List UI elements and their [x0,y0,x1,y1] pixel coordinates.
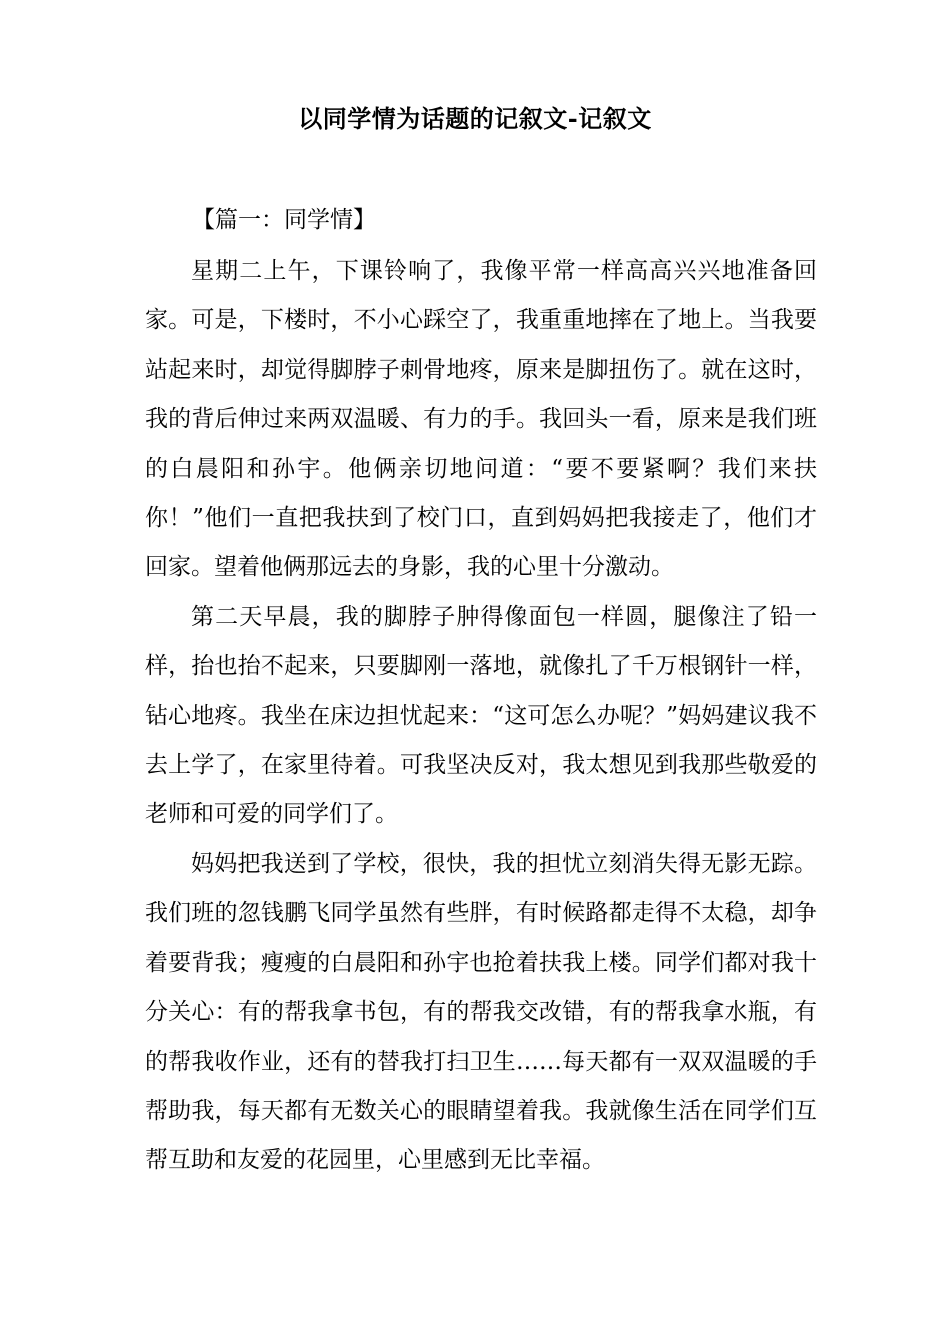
paragraph-2: 第二天早晨，我的脚脖子肿得像面包一样圆，腿像注了铅一样，抬也抬不起来，只要脚刚一落地，就像扎了千万根钢针一样，钻心地疼。我坐在床边担忧起来：“这可怎么办呢？”妈妈建议我不去上学了，在家里待着。可我坚决反对，我太想见到我那些敬爱的老师和可爱的同学们了。 [145,603,817,828]
paragraph-3: 妈妈把我送到了学校，很快，我的担忧立刻消失得无影无踪。我们班的忽钱鹏飞同学虽然有些胖，有时候路都走得不太稳，却争着要背我；瘦瘦的白晨阳和孙宇也抢着扶我上楼。同学们都对我十分关心：有的帮我拿书包，有的帮我交改错，有的帮我拿水瓶，有的帮我收作业，还有的替我打扫卫生……每天都有一双双温暖的手帮助我，每天都有无数关心的眼睛望着我。我就像生活在同学们互帮互助和友爱的花园里，心里感到无比幸福。 [145,850,817,1174]
paragraph-1: 星期二上午，下课铃响了，我像平常一样高高兴兴地准备回家。可是，下楼时，不小心踩空了，我重重地摔在了地上。当我要站起来时，却觉得脚脖子刺骨地疼，原来是脚扭伤了。就在这时，我的背后伸过来两双温暖、有力的手。我回头一看，原来是我们班的白晨阳和孙宇。他俩亲切地问道：“要不要紧啊？我们来扶你！”他们一直把我扶到了校门口，直到妈妈把我接走了，他们才回家。望着他俩那远去的身影，我的心里十分激动。 [145,258,817,581]
document-title: 以同学情为话题的记叙文-记叙文 [298,104,652,133]
section-heading: 【篇一：同学情】 [192,207,376,233]
document-body [145,247,817,1186]
